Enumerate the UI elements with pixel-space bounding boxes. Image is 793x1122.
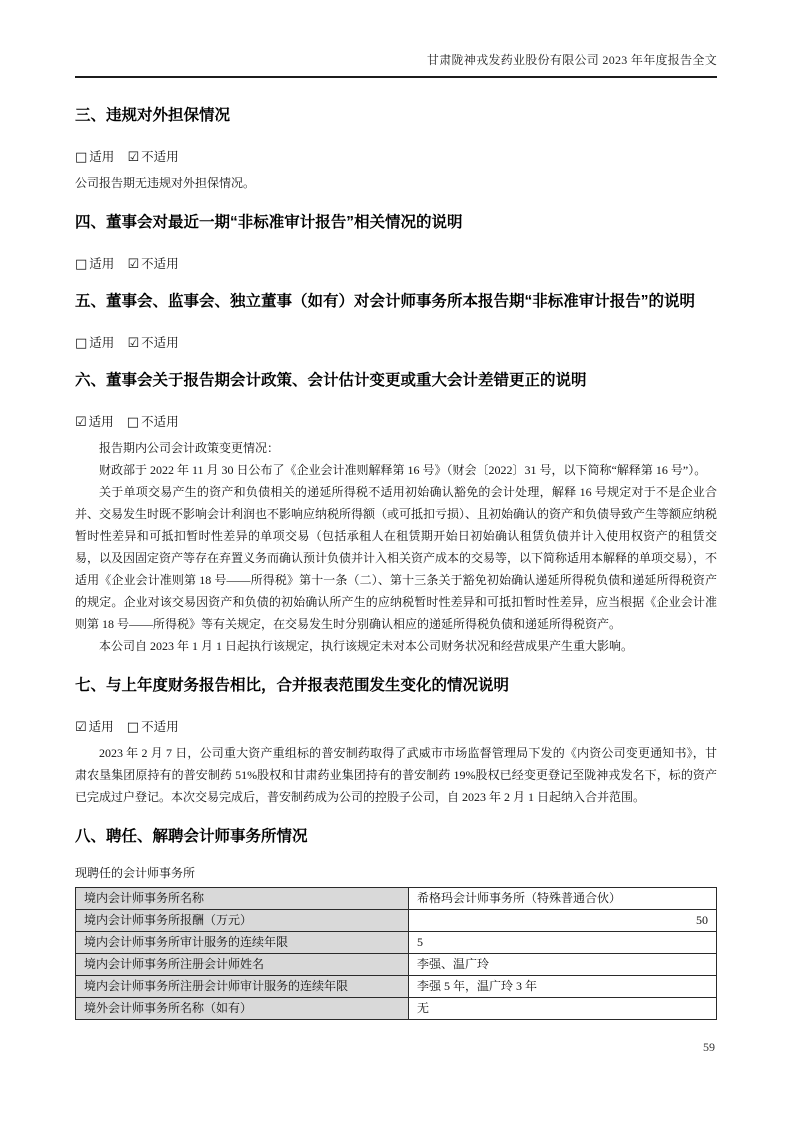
section-illegal-external-guarantees [75,102,717,194]
checkbox-checked-icon: ☑ [75,415,87,430]
checkbox-not-applicable-label: 不适用 [141,150,179,164]
checkbox-applicable [75,336,114,350]
section-accounting-firm-appointment [75,823,717,1020]
checkbox-checked-icon: ☑ [127,336,140,351]
applicability-row [75,256,717,273]
checkbox-unchecked-icon: □ [75,336,88,351]
checkbox-checked-icon: ☑ [75,720,87,735]
table-row [76,910,717,932]
checkbox-not-applicable [127,336,178,350]
table-row [76,998,717,1020]
checkbox-not-applicable [127,720,179,734]
section-title: 四、董事会对最近一期“非标准审计报告”相关情况的说明 [75,214,463,231]
page-number: 59 [703,1040,715,1054]
checkbox-applicable [75,720,114,734]
paragraph: 关于单项交易产生的资产和负债相关的递延所得税不适用初始确认豁免的会计处理，解释 16 号规定对于不是企业合并、交易发生时既不影响会计利润也不影响应纳税所得额（或可抵扣亏损）、且初始确认的资产和负债导致产生等额应纳税暂时性差异和可抵扣暂时性差异的单项交易（包括承租人在租赁期开始日初始确认租赁负债并计入使用权资产的租赁交易，以及因固定资产等存在弃置义务而确认预计负债并计入相关资产成本的交易等，以下简称适用本解释的单项交易），不适用《企业会计准则第 18 号——所得税》第十一条（二）、第十三条关于豁免初始确认递延所得税负债和递延所得税资产的规定。企业对该交易因资产和负债的初始确认所产生的应纳税暂时性差异和可抵扣暂时性差异，应当根据《企业会计准则第 18 号——所得税》等有关规定，在交易发生时分别确认相应的递延所得税负债和递延所得税资产。 [75,485,718,631]
row-label: 境内会计师事务所注册会计师审计服务的连续年限 [76,976,409,998]
checkbox-not-applicable-label: 不适用 [141,720,179,734]
checkbox-not-applicable [127,415,179,429]
report-header-title: 甘肃陇神戎发药业股份有限公司 2023 年年度报告全文 [75,53,717,78]
checkbox-applicable [75,415,114,429]
section-title: 三、违规对外担保情况 [75,107,231,124]
checkbox-unchecked-icon: □ [126,415,140,430]
checkbox-applicable [75,150,114,164]
checkbox-applicable-label: 适用 [89,257,115,271]
applicability-row [75,719,717,736]
section-title: 七、与上年度财务报告相比，合并报表范围发生变化的情况说明 [75,677,510,694]
accounting-firm-table [75,887,717,1020]
checkbox-applicable-label: 适用 [89,336,115,350]
row-value: 李强、温广玲 [409,954,717,976]
checkbox-checked-icon: ☑ [127,257,140,272]
row-value: 无 [409,998,717,1020]
checkbox-applicable-label: 适用 [88,720,114,734]
checkbox-unchecked-icon: □ [75,257,88,272]
checkbox-unchecked-icon: □ [75,150,88,165]
checkbox-unchecked-icon: □ [126,720,140,735]
section-title: 五、董事会、监事会、独立董事（如有）对会计师事务所本报告期“非标准审计报告”的说明 [75,293,696,310]
section-consolidation-scope-change [75,672,717,808]
checkbox-not-applicable-label: 不适用 [141,415,179,429]
row-value: 希格玛会计师事务所（特殊普通合伙） [409,888,717,910]
row-label: 境内会计师事务所审计服务的连续年限 [76,932,409,954]
table-row [76,932,717,954]
row-label: 境内会计师事务所注册会计师姓名 [76,954,409,976]
row-value: 李强 5 年，温广玲 3 年 [409,976,717,998]
section-accounting-policy-changes [75,367,717,657]
table-row [76,888,717,910]
paragraph: 2023 年 2 月 7 日，公司重大资产重组标的普安制药取得了武威市市场监督管理局下发的《内资公司变更通知书》，甘肃农垦集团原持有的普安制药 51%股权和甘肃药业集团持有的普安制药 19%股权已经变更登记至陇神戎发名下，标的资产已完成过户登记。本次交易完成后，普安制药成为公司的控股子公司，自 2023 年 2 月 1 日起纳入合并范围。 [75,746,717,804]
paragraph: 报告期内公司会计政策变更情况： [99,441,280,455]
section-title: 八、聘任、解聘会计师事务所情况 [75,828,308,845]
checkbox-applicable-label: 适用 [89,150,115,164]
applicability-row [75,414,717,431]
section-title: 六、董事会关于报告期会计政策、会计估计变更或重大会计差错更正的说明 [75,372,587,389]
table-row [76,976,717,998]
checkbox-not-applicable-label: 不适用 [141,336,179,350]
row-value: 50 [409,910,717,932]
section-non-standard-audit-report-supervisors [75,288,717,352]
row-label: 境内会计师事务所报酬（万元） [76,910,409,932]
row-label: 境内会计师事务所名称 [76,888,409,910]
current-firm-intro: 现聘任的会计师事务所 [75,866,196,880]
checkbox-not-applicable-label: 不适用 [141,257,179,271]
checkbox-applicable [75,257,114,271]
section-non-standard-audit-report-board [75,209,717,273]
applicability-row [75,335,717,352]
applicability-row [75,149,717,166]
table-row [76,954,717,976]
checkbox-not-applicable [127,150,178,164]
row-value: 5 [409,932,717,954]
section-body-text: 公司报告期无违规对外担保情况。 [75,176,256,190]
paragraph: 本公司自 2023 年 1 月 1 日起执行该规定，执行该规定未对本公司财务状况和经营成果产生重大影响。 [99,639,634,653]
checkbox-not-applicable [127,257,178,271]
checkbox-applicable-label: 适用 [88,415,114,429]
checkbox-checked-icon: ☑ [127,150,140,165]
paragraph: 财政部于 2022 年 11 月 30 日公布了《企业会计准则解释第 16 号》（财会〔2022〕31 号，以下简称“解释第 16 号”）。 [99,463,707,477]
row-label: 境外会计师事务所名称（如有） [76,998,409,1020]
